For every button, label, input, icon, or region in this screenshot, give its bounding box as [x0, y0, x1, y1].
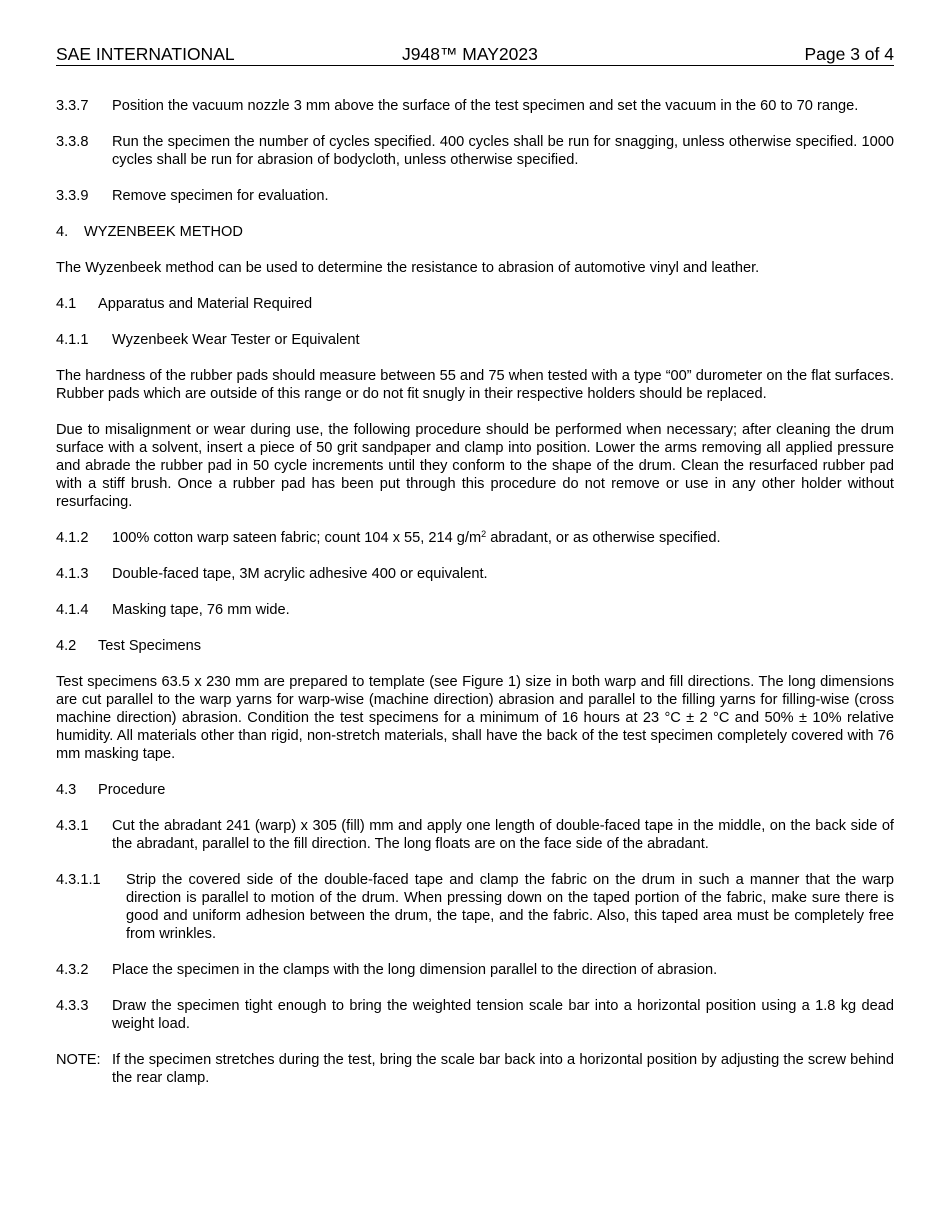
section-title: WYZENBEEK METHOD: [84, 224, 243, 240]
section-number: 4.3.2: [56, 962, 89, 978]
section-4-3-2: [56, 961, 894, 979]
section-text: Position the vacuum nozzle 3 mm above the surface of the test specimen and set the vacuum in the 60 to 70 range.: [112, 98, 859, 114]
test-specimens-paragraph: Test specimens 63.5 x 230 mm are prepared to template (see Figure 1) size in both warp and fill directions. The long dimensions are cut parallel to the warp yarns for warp-wise (machine direction) abrasion and parallel to the filling yarns for filling-wise (cross machine direction) abrasion. Condition the test specimens for a minimum of 16 hours at 23 °C ± 2 °C and 50% ± 10% relative humidity. All materials other than rigid, non-stretch materials, shall have the back of the test specimen completely covered with 76 mm masking tape.: [56, 674, 894, 762]
page-header: [56, 43, 894, 66]
note-label: NOTE:: [56, 1052, 101, 1068]
section-4-3-1-1: [56, 871, 894, 943]
section-text: Strip the covered side of the double-faced tape and clamp the fabric on the drum in such a manner that the warp direction is parallel to motion of the drum. When pressing down on the taped portion of the fabric, make sure there is good and uniform adhesion between the drum, the tape, and the fabric. Also, this taped area must be completely free from wrinkles.: [126, 872, 894, 942]
section-4-3-3: [56, 997, 894, 1033]
section-number: 3.3.9: [56, 188, 89, 204]
section-text-part: abradant, or as otherwise specified.: [486, 530, 721, 546]
section-number: 4.3: [56, 782, 77, 798]
header-page-number: Page 3 of 4: [804, 44, 894, 64]
section-4-heading: [56, 223, 894, 241]
rubber-pad-hardness-paragraph: The hardness of the rubber pads should measure between 55 and 75 when tested with a type “00” durometer on the flat surfaces. Rubber pads which are outside of this range or do not fit snugly in their respective holders should be replaced.: [56, 368, 894, 402]
section-4-1-1-heading: [56, 331, 894, 349]
note: [56, 1051, 894, 1087]
section-number: 4.1.2: [56, 530, 89, 546]
section-4-2-heading: [56, 637, 894, 655]
section-title: Apparatus and Material Required: [98, 296, 313, 312]
section-title: Procedure: [98, 782, 166, 798]
section-text-part: 100% cotton warp sateen fabric; count 104 x 55, 214 g/m: [112, 530, 482, 546]
section-4-1-2: [56, 529, 894, 547]
section-text: Run the specimen the number of cycles specified. 400 cycles shall be run for snagging, unless otherwise specified. 1000 cycles shall be run for abrasion of bodycloth, unless otherwise specified.: [112, 134, 894, 168]
superscript: 2: [481, 529, 487, 539]
section-number: 4.2: [56, 638, 77, 654]
section-4-1-3: [56, 565, 894, 583]
section-3-3-9: [56, 187, 894, 205]
section-4-1-heading: [56, 295, 894, 313]
section-number: 4.1: [56, 296, 77, 312]
resurfacing-procedure-paragraph: Due to misalignment or wear during use, the following procedure should be performed when necessary; after cleaning the drum surface with a solvent, insert a piece of 50 grit sandpaper and clamp into position. Lower the arms removing all applied pressure and abrade the rubber pad in 50 cycle increments until they conform to the shape of the drum. Clean the resurfaced rubber pad with a stiff brush. Once a rubber pad has been put through this procedure do not remove or use in any other holder without resurfacing.: [56, 422, 894, 510]
section-number: 4.1.3: [56, 566, 89, 582]
section-4-3-heading: [56, 781, 894, 799]
section-number: 4.: [56, 224, 69, 240]
section-title: Wyzenbeek Wear Tester or Equivalent: [112, 332, 360, 348]
section-text: [112, 529, 894, 547]
section-3-3-8: [56, 133, 894, 169]
note-text: If the specimen stretches during the test, bring the scale bar back into a horizontal position by adjusting the screw behind the rear clamp.: [112, 1052, 894, 1086]
section-4-3-1: [56, 817, 894, 853]
section-number: 4.1.1: [56, 332, 89, 348]
section-text: Place the specimen in the clamps with the long dimension parallel to the direction of abrasion.: [112, 962, 718, 978]
section-number: 4.3.1.1: [56, 872, 101, 888]
section-text: Remove specimen for evaluation.: [112, 188, 329, 204]
section-text: Double-faced tape, 3M acrylic adhesive 400 or equivalent.: [112, 566, 488, 582]
section-number: 4.3.3: [56, 998, 89, 1014]
document-body: [56, 97, 894, 1105]
section-4-1-4: [56, 601, 894, 619]
section-number: 4.3.1: [56, 818, 89, 834]
section-text: Draw the specimen tight enough to bring the weighted tension scale bar into a horizontal position using a 1.8 kg dead weight load.: [112, 998, 894, 1032]
section-text: Masking tape, 76 mm wide.: [112, 602, 290, 618]
section-number: 4.1.4: [56, 602, 89, 618]
header-document-id: J948™ MAY2023: [402, 44, 538, 64]
section-number: 3.3.8: [56, 134, 89, 150]
section-number: 3.3.7: [56, 98, 89, 114]
section-4-intro: The Wyzenbeek method can be used to determine the resistance to abrasion of automotive vinyl and leather.: [56, 260, 760, 276]
section-title: Test Specimens: [98, 638, 202, 654]
section-text: Cut the abradant 241 (warp) x 305 (fill) mm and apply one length of double-faced tape in the middle, on the back side of the abradant, parallel to the fill direction. The long floats are on the face side of the abradant.: [112, 818, 894, 852]
section-3-3-7: [56, 97, 894, 115]
header-organization: SAE INTERNATIONAL: [56, 44, 235, 64]
